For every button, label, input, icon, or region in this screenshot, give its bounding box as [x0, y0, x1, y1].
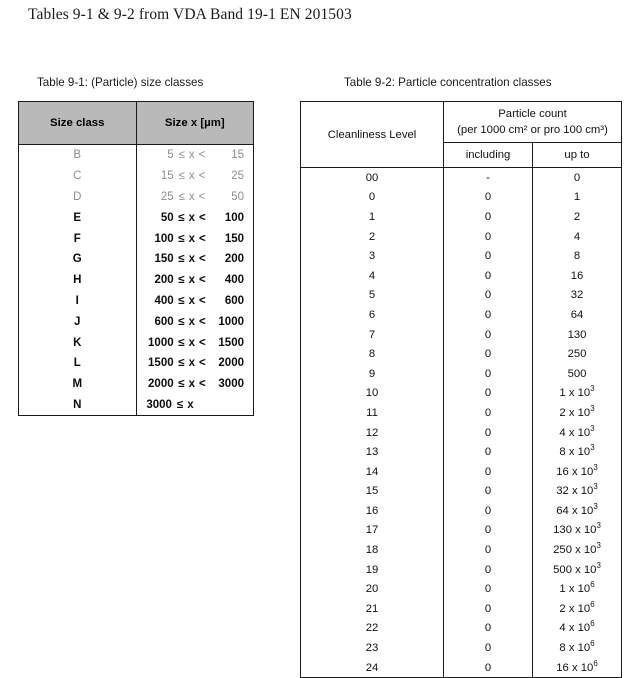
table-size-classes-caption: Table 9-1: (Particle) size classes	[37, 76, 204, 89]
up-to-exponent: 3	[590, 443, 595, 453]
up-to-mantissa: 64 x 10	[556, 504, 594, 517]
table-row	[301, 364, 622, 384]
column-header-size-x: Size x [µm]	[136, 102, 254, 145]
table-row	[19, 353, 254, 374]
cell-including: 0	[444, 188, 533, 208]
table-row	[19, 145, 254, 166]
range-operator: ≤ x <	[178, 170, 206, 183]
cell-cleanliness-level: 16	[301, 501, 444, 521]
range-upper-bound: 100	[224, 211, 244, 224]
range-upper-bound: 600	[224, 294, 244, 307]
cell-up-to	[533, 619, 622, 639]
page-title: Tables 9-1 & 9-2 from VDA Band 19-1 EN 201503	[28, 6, 352, 23]
up-to-exponent: 6	[590, 619, 595, 629]
up-to-exponent: 3	[596, 560, 601, 570]
range-upper-bound: 50	[231, 190, 244, 203]
cell-size-class: N	[19, 395, 137, 416]
table-row	[301, 442, 622, 462]
cell-cleanliness-level: 12	[301, 423, 444, 443]
up-to-mantissa: 0	[573, 171, 581, 184]
cell-up-to	[533, 344, 622, 364]
table-row	[301, 344, 622, 364]
table-size-classes-body	[19, 145, 254, 416]
cell-up-to	[533, 482, 622, 502]
cell-up-to	[533, 462, 622, 482]
size-range-expression	[137, 170, 245, 182]
cell-cleanliness-level: 21	[301, 599, 444, 619]
range-lower-bound: 100	[154, 232, 174, 245]
table-row	[301, 423, 622, 443]
cell-up-to	[533, 560, 622, 580]
table-row	[19, 187, 254, 208]
range-operator: ≤ x <	[178, 149, 206, 162]
cell-including: 0	[444, 560, 533, 580]
cell-including: 0	[444, 501, 533, 521]
table-row	[301, 207, 622, 227]
cell-cleanliness-level: 24	[301, 658, 444, 678]
cell-including: 0	[444, 482, 533, 502]
range-lower-bound: 2000	[148, 378, 174, 391]
cell-cleanliness-level: 00	[301, 168, 444, 188]
table-row	[19, 228, 254, 249]
cell-size-range	[136, 332, 254, 353]
range-lower-bound: 25	[160, 190, 174, 203]
range-operator: ≤ x <	[178, 190, 206, 203]
range-operator: ≤ x <	[178, 378, 207, 391]
cell-including: -	[444, 168, 533, 188]
size-range-expression	[137, 233, 245, 245]
cell-including: 0	[444, 638, 533, 658]
size-range-expression	[137, 253, 245, 265]
range-lower-bound: 15	[160, 170, 174, 183]
cell-size-range	[136, 249, 254, 270]
cell-up-to	[533, 599, 622, 619]
up-to-exponent: 3	[593, 462, 598, 472]
up-to-mantissa: 64	[570, 308, 584, 321]
cell-up-to	[533, 423, 622, 443]
cell-up-to	[533, 266, 622, 286]
cell-including: 0	[444, 266, 533, 286]
range-operator: ≤ x <	[178, 294, 207, 307]
up-to-mantissa: 16 x 10	[556, 661, 594, 674]
up-to-exponent: 6	[593, 658, 598, 668]
size-range-expression	[137, 378, 245, 390]
cell-up-to	[533, 246, 622, 266]
cell-size-range	[136, 395, 254, 416]
table-concentration-classes-head	[301, 102, 622, 168]
cell-including: 0	[444, 619, 533, 639]
table-row	[301, 521, 622, 541]
cell-size-class: F	[19, 228, 137, 249]
range-lower-bound: 3000	[146, 398, 172, 411]
cell-including: 0	[444, 462, 533, 482]
up-to-exponent: 3	[596, 521, 601, 531]
cell-size-range	[136, 270, 254, 291]
size-range-expression	[137, 274, 245, 286]
cell-up-to	[533, 658, 622, 678]
cell-size-range	[136, 353, 254, 374]
cell-size-range	[136, 207, 254, 228]
cell-cleanliness-level: 1	[301, 207, 444, 227]
cell-up-to	[533, 638, 622, 658]
cell-cleanliness-level: 7	[301, 325, 444, 345]
up-to-exponent: 3	[590, 423, 595, 433]
cell-including: 0	[444, 286, 533, 306]
table-row	[301, 286, 622, 306]
cell-including: 0	[444, 227, 533, 247]
table-row	[301, 168, 622, 188]
table-row	[301, 325, 622, 345]
range-upper-bound: 200	[224, 253, 244, 266]
cell-up-to	[533, 403, 622, 423]
up-to-exponent: 6	[590, 600, 595, 610]
cell-including: 0	[444, 579, 533, 599]
up-to-mantissa: 4	[573, 230, 581, 243]
cell-cleanliness-level: 19	[301, 560, 444, 580]
cell-size-class: K	[19, 332, 137, 353]
range-lower-bound: 1000	[148, 336, 174, 349]
cell-including: 0	[444, 364, 533, 384]
column-header-size-class: Size class	[19, 102, 137, 145]
cell-size-range	[136, 187, 254, 208]
cell-cleanliness-level: 5	[301, 286, 444, 306]
range-lower-bound: 1500	[148, 357, 174, 370]
cell-up-to	[533, 207, 622, 227]
cell-size-class: L	[19, 353, 137, 374]
table-row	[19, 311, 254, 332]
cell-cleanliness-level: 9	[301, 364, 444, 384]
up-to-mantissa: 1	[573, 191, 581, 204]
up-to-mantissa: 8	[573, 250, 581, 263]
table-row	[301, 188, 622, 208]
range-operator: ≤ x <	[178, 336, 207, 349]
up-to-mantissa: 8 x 10	[559, 642, 591, 655]
cell-size-class: B	[19, 145, 137, 166]
table-row	[301, 540, 622, 560]
table-row	[19, 207, 254, 228]
size-range-expression	[137, 295, 245, 307]
range-lower-bound: 50	[160, 211, 174, 224]
range-operator: ≤ x <	[178, 253, 207, 266]
cell-including: 0	[444, 442, 533, 462]
size-range-expression	[137, 337, 245, 349]
cell-including: 0	[444, 325, 533, 345]
up-to-mantissa: 8 x 10	[559, 446, 591, 459]
size-range-expression	[137, 316, 245, 328]
up-to-mantissa: 16 x 10	[556, 465, 594, 478]
cell-including: 0	[444, 540, 533, 560]
particle-count-title: Particle count	[498, 107, 567, 120]
cell-size-range	[136, 311, 254, 332]
cell-up-to	[533, 501, 622, 521]
cell-including: 0	[444, 403, 533, 423]
cell-cleanliness-level: 15	[301, 482, 444, 502]
up-to-exponent: 6	[590, 639, 595, 649]
cell-size-class: E	[19, 207, 137, 228]
up-to-exponent: 3	[593, 482, 598, 492]
up-to-mantissa: 2 x 10	[559, 602, 591, 615]
range-upper-bound: 25	[231, 170, 244, 183]
range-lower-bound: 5	[167, 149, 174, 162]
range-upper-bound: 1000	[218, 315, 244, 328]
cell-up-to	[533, 442, 622, 462]
cell-including: 0	[444, 207, 533, 227]
cell-cleanliness-level: 2	[301, 227, 444, 247]
cell-including: 0	[444, 384, 533, 404]
table-size-classes	[18, 101, 254, 416]
cell-up-to	[533, 521, 622, 541]
up-to-exponent: 3	[590, 384, 595, 394]
size-range-expression	[137, 357, 245, 369]
cell-cleanliness-level: 4	[301, 266, 444, 286]
range-operator: ≤ x <	[178, 232, 207, 245]
table-concentration-classes	[300, 101, 622, 678]
up-to-mantissa: 2	[573, 210, 581, 223]
table-row	[301, 599, 622, 619]
size-range-expression	[137, 149, 245, 161]
table-concentration-classes-body	[301, 168, 622, 678]
cell-size-class: C	[19, 166, 137, 187]
table-row	[301, 482, 622, 502]
up-to-mantissa: 500 x 10	[553, 563, 597, 576]
range-operator: ≤ x <	[178, 211, 207, 224]
up-to-mantissa: 1 x 10	[559, 583, 591, 596]
table-row	[301, 403, 622, 423]
range-lower-bound: 400	[154, 294, 174, 307]
table-row	[19, 395, 254, 416]
cell-up-to	[533, 188, 622, 208]
size-range-expression	[137, 191, 245, 203]
cell-up-to	[533, 540, 622, 560]
table-size-classes-head	[19, 102, 254, 145]
table-row	[301, 658, 622, 678]
cell-cleanliness-level: 8	[301, 344, 444, 364]
cell-cleanliness-level: 6	[301, 305, 444, 325]
cell-cleanliness-level: 17	[301, 521, 444, 541]
table-concentration-classes-caption: Table 9-2: Particle concentration classes	[344, 76, 552, 89]
cell-size-class: G	[19, 249, 137, 270]
table-row	[19, 374, 254, 395]
cell-size-class: H	[19, 270, 137, 291]
up-to-exponent: 3	[590, 404, 595, 414]
table-row	[301, 266, 622, 286]
cell-up-to	[533, 325, 622, 345]
cell-size-range	[136, 374, 254, 395]
table-row	[19, 291, 254, 312]
up-to-exponent: 3	[593, 502, 598, 512]
cell-up-to	[533, 364, 622, 384]
up-to-mantissa: 130	[567, 328, 587, 341]
range-upper-bound: 15	[231, 149, 244, 162]
column-header-cleanliness-level: Cleanliness Level	[301, 102, 444, 168]
cell-up-to	[533, 286, 622, 306]
up-to-exponent: 6	[590, 580, 595, 590]
cell-size-class: J	[19, 311, 137, 332]
up-to-mantissa: 250	[567, 348, 587, 361]
cell-size-class: I	[19, 291, 137, 312]
column-header-up-to: up to	[533, 143, 622, 168]
range-operator: ≤ x <	[178, 315, 207, 328]
table-row	[19, 332, 254, 353]
up-to-exponent: 3	[596, 541, 601, 551]
cell-cleanliness-level: 14	[301, 462, 444, 482]
cell-size-range	[136, 166, 254, 187]
cell-size-class: M	[19, 374, 137, 395]
cell-cleanliness-level: 20	[301, 579, 444, 599]
column-header-including: including	[444, 143, 533, 168]
cell-cleanliness-level: 18	[301, 540, 444, 560]
table-row	[19, 249, 254, 270]
cell-including: 0	[444, 599, 533, 619]
up-to-mantissa: 1 x 10	[559, 387, 591, 400]
cell-cleanliness-level: 0	[301, 188, 444, 208]
cell-size-class: D	[19, 187, 137, 208]
range-lower-bound: 150	[154, 253, 174, 266]
cell-up-to	[533, 227, 622, 247]
range-upper-bound: 2000	[218, 357, 244, 370]
table-row	[301, 227, 622, 247]
cell-including: 0	[444, 658, 533, 678]
range-operator: ≤ x <	[178, 357, 207, 370]
up-to-mantissa: 2 x 10	[559, 406, 591, 419]
table-row	[19, 166, 254, 187]
cell-cleanliness-level: 23	[301, 638, 444, 658]
table-row	[301, 462, 622, 482]
up-to-mantissa: 32 x 10	[556, 485, 594, 498]
range-operator: ≤ x	[176, 398, 195, 411]
size-range-expression	[137, 212, 245, 224]
table-row	[301, 579, 622, 599]
cell-up-to	[533, 579, 622, 599]
cell-up-to	[533, 168, 622, 188]
cell-including: 0	[444, 305, 533, 325]
range-upper-bound: 3000	[218, 378, 244, 391]
cell-cleanliness-level: 11	[301, 403, 444, 423]
up-to-mantissa: 4 x 10	[559, 622, 591, 635]
cell-size-range	[136, 145, 254, 166]
cell-size-range	[136, 291, 254, 312]
up-to-mantissa: 130 x 10	[553, 524, 597, 537]
up-to-mantissa: 250 x 10	[553, 544, 597, 557]
cell-cleanliness-level: 13	[301, 442, 444, 462]
cell-up-to	[533, 384, 622, 404]
cell-cleanliness-level: 3	[301, 246, 444, 266]
table-row	[19, 270, 254, 291]
column-header-particle-count	[444, 102, 622, 143]
cell-including: 0	[444, 423, 533, 443]
up-to-mantissa: 4 x 10	[559, 426, 591, 439]
range-upper-bound: 150	[224, 232, 244, 245]
cell-including: 0	[444, 246, 533, 266]
cell-up-to	[533, 305, 622, 325]
particle-count-subtitle: (per 1000 cm² or pro 100 cm³)	[457, 124, 608, 136]
range-upper-bound: 1500	[218, 336, 244, 349]
table-row	[301, 638, 622, 658]
up-to-mantissa: 32	[570, 289, 584, 302]
cell-cleanliness-level: 22	[301, 619, 444, 639]
range-lower-bound: 600	[154, 315, 174, 328]
table-row	[301, 501, 622, 521]
size-range-expression	[137, 399, 245, 411]
cell-including: 0	[444, 521, 533, 541]
table-row	[301, 619, 622, 639]
up-to-mantissa: 16	[570, 269, 584, 282]
up-to-mantissa: 500	[567, 367, 587, 380]
table-row	[301, 305, 622, 325]
table-row	[301, 384, 622, 404]
cell-cleanliness-level: 10	[301, 384, 444, 404]
table-row	[301, 560, 622, 580]
range-upper-bound: 400	[224, 274, 244, 287]
table-header-row-top	[301, 102, 622, 143]
range-lower-bound: 200	[154, 274, 174, 287]
range-operator: ≤ x <	[178, 274, 207, 287]
table-header-row	[19, 102, 254, 145]
cell-size-range	[136, 228, 254, 249]
cell-including: 0	[444, 344, 533, 364]
table-row	[301, 246, 622, 266]
